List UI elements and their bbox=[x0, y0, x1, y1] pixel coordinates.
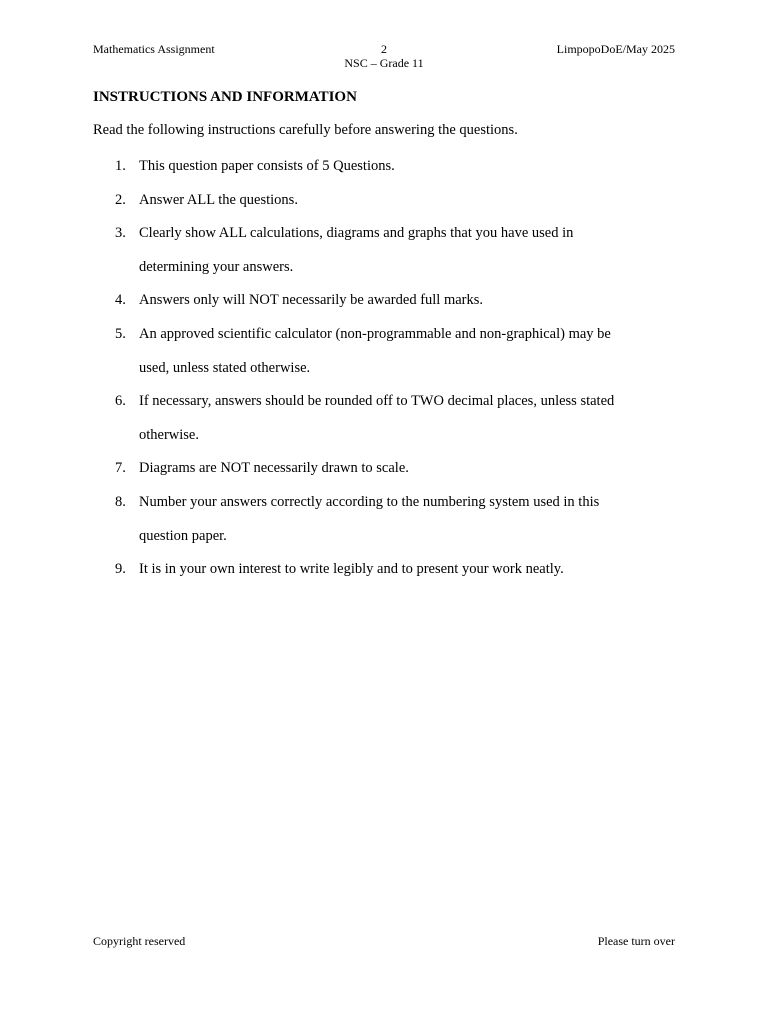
instruction-item bbox=[93, 486, 668, 553]
instruction-item bbox=[93, 150, 668, 184]
instruction-text: Answer ALL the questions. bbox=[139, 191, 298, 208]
intro-text: Read the following instructions carefully before answering the questions. bbox=[93, 122, 518, 138]
instruction-number: 3. bbox=[115, 225, 126, 242]
instruction-number: 5. bbox=[115, 325, 126, 342]
turn-over-notice: Please turn over bbox=[597, 934, 675, 948]
header-issuer-date: LimpopoDoE/May 2025 bbox=[556, 42, 675, 56]
instruction-text-line: If necessary, answers should be rounded off to TWO decimal places, unless stated bbox=[139, 393, 615, 410]
instruction-number: 1. bbox=[115, 158, 126, 174]
instructions-list bbox=[93, 150, 668, 587]
instruction-item bbox=[93, 284, 668, 318]
header-subject: Mathematics Assignment bbox=[93, 42, 215, 56]
instruction-text-line: otherwise. bbox=[139, 426, 199, 443]
instruction-text: This question paper consists of 5 Questions. bbox=[139, 158, 395, 174]
instruction-number: 8. bbox=[115, 493, 126, 510]
copyright-notice: Copyright reserved bbox=[93, 934, 186, 948]
instruction-item bbox=[93, 184, 668, 218]
instruction-text-line: Number your answers correctly according to the numbering system used in this bbox=[139, 493, 600, 510]
instruction-text-line: used, unless stated otherwise. bbox=[139, 359, 311, 376]
instruction-number: 7. bbox=[115, 460, 126, 477]
section-heading: INSTRUCTIONS AND INFORMATION bbox=[93, 89, 357, 105]
instruction-text-line: Clearly show ALL calculations, diagrams and graphs that you have used in bbox=[139, 225, 574, 242]
instruction-number: 4. bbox=[115, 292, 126, 309]
instruction-text: Diagrams are NOT necessarily drawn to scale. bbox=[139, 460, 409, 477]
instruction-text: It is in your own interest to write legibly and to present your work neatly. bbox=[139, 561, 564, 578]
page-header bbox=[93, 42, 675, 72]
instruction-item bbox=[93, 318, 668, 385]
instruction-item bbox=[93, 385, 668, 452]
instruction-text-line: question paper. bbox=[139, 527, 227, 544]
instruction-number: 6. bbox=[115, 393, 126, 410]
instruction-text-line: An approved scientific calculator (non-programmable and non-graphical) may be bbox=[139, 325, 611, 342]
page-number: 2 bbox=[381, 42, 387, 56]
instruction-item bbox=[93, 452, 668, 486]
instruction-number: 9. bbox=[115, 561, 126, 578]
instruction-item bbox=[93, 553, 668, 587]
instruction-number: 2. bbox=[115, 191, 126, 208]
instruction-text-line: determining your answers. bbox=[139, 258, 294, 275]
instruction-item bbox=[93, 217, 668, 284]
instruction-text: Answers only will NOT necessarily be awarded full marks. bbox=[139, 292, 484, 309]
header-grade: NSC – Grade 11 bbox=[344, 56, 424, 70]
